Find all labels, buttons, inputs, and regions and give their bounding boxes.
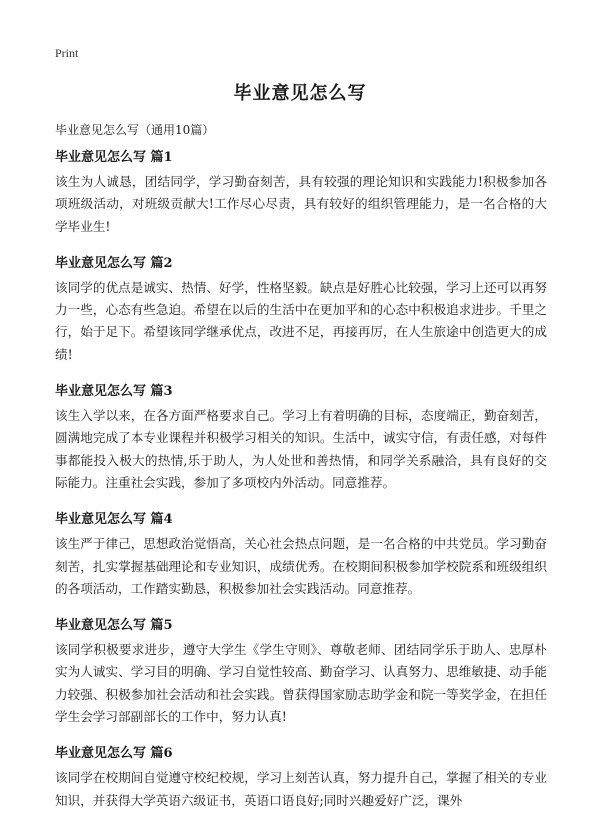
section-6: [55, 742, 547, 812]
section-body: 该生入学以来，在各方面严格要求自己。学习上有着明确的目标，态度端正，勤奋刻苦，圆满地完成了本专业课程并积极学习相关的知识。生活中，诚实守信，有责任感，对每件事都能投入极大的热情,乐于助人，为人处世和善热情，和同学关系融洽，具有良好的交际能力。注重社会实践，参加了多项校内外活动。同意推荐。: [55, 408, 547, 490]
section-heading: 毕业意见怎么写 篇4: [55, 512, 173, 528]
section-4: [55, 508, 547, 600]
document-title: 毕业意见怎么写: [233, 83, 367, 104]
section-heading: 毕业意见怎么写 篇2: [55, 255, 173, 271]
section-body: 该同学的优点是诚实、热情、好学，性格坚毅。缺点是好胜心比较强，学习上还可以再努力一些，心态有些急迫。希望在以后的生活中在更加平和的心态中积极追求进步。千里之行，始于足下。希望该同学继承优点，改进不足，再接再厉，在人生旅途中创造更大的成绩!: [55, 279, 547, 362]
section-2: [55, 252, 547, 366]
section-heading: 毕业意见怎么写 篇1: [55, 150, 173, 165]
section-heading: 毕业意见怎么写 篇6: [55, 746, 173, 762]
section-heading: 毕业意见怎么写 篇5: [55, 618, 173, 634]
section-1: [55, 146, 547, 238]
section-3: [55, 380, 547, 494]
section-heading: 毕业意见怎么写 篇3: [55, 384, 173, 400]
document-subtitle: 毕业意见怎么写（通用10篇）: [55, 123, 215, 137]
section-body: 该同学积极要求进步，遵守大学生《学生守则》、尊敬老师、团结同学乐于助人、忠厚朴实为人诚实、学习目的明确、学习自觉性较高、勤奋学习、认真努力、思维敏捷、动手能力较强、积极参加社会活动和社会实践。曾获得国家励志助学金和院一等奖学金，在担任学生会学习部副部长的工作中，努力认真!: [55, 642, 547, 725]
document-content: [55, 146, 547, 826]
section-body: 该生为人诚恳，团结同学，学习勤奋刻苦，具有较强的理论知识和实践能力!积极参加各项班级活动，对班级贡献大!工作尽心尽责，具有较好的组织管理能力，是一名合格的大学毕业生!: [55, 174, 547, 234]
section-body: 该同学在校期间自觉遵守校纪校规，学习上刻苦认真，努力提升自己，掌握了相关的专业知识，并获得大学英语六级证书，英语口语良好;同时兴趣爱好广泛，课外: [55, 770, 547, 808]
section-body: 该生严于律己，思想政治觉悟高，关心社会热点问题，是一名合格的中共党员。学习勤奋刻苦，扎实掌握基础理论和专业知识，成绩优秀。在校期间积极参加学校院系和班级组织的各项活动，工作踏实勤恳，积极参加社会实践活动。同意推荐。: [55, 536, 547, 596]
print-link[interactable]: Print: [55, 46, 79, 60]
section-5: [55, 614, 547, 728]
